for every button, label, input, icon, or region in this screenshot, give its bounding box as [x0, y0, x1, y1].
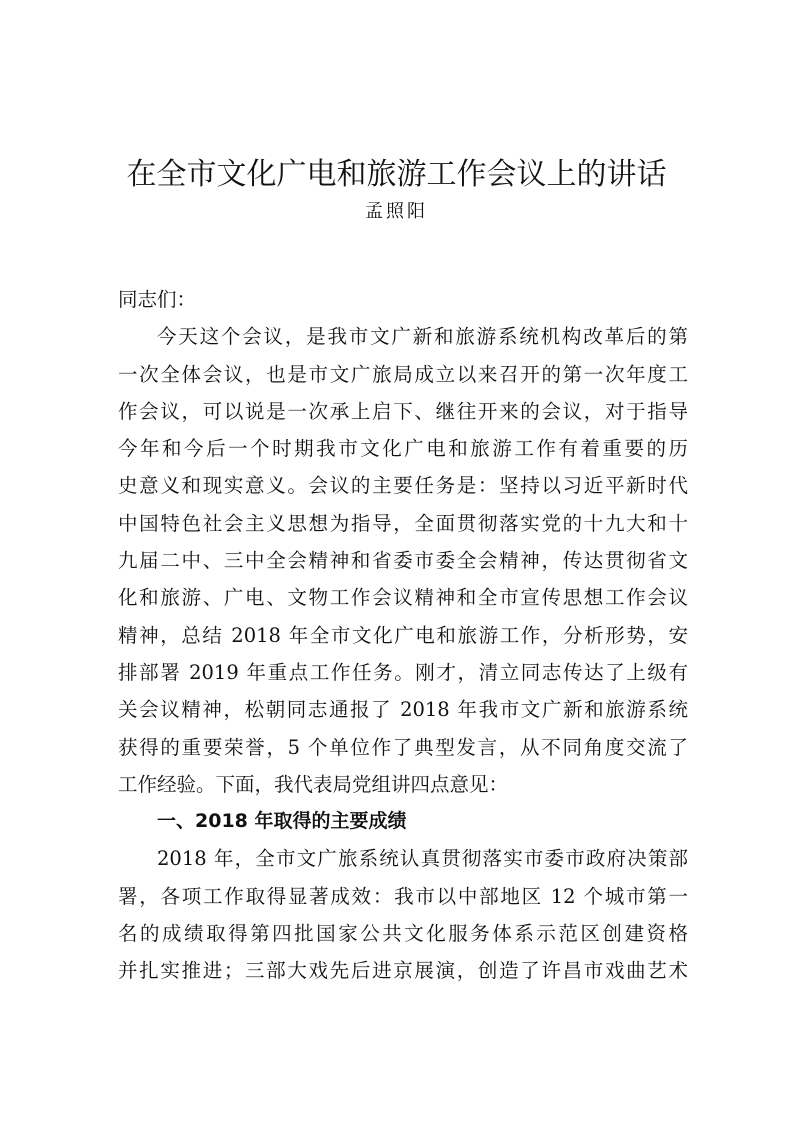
paragraph-line: 史意义和现实意义。会议的主要任务是：坚持以习近平新时代	[118, 474, 688, 498]
paragraph-line: 名的成绩取得第四批国家公共文化服务体系示范区创建资格	[118, 922, 688, 946]
paragraph-line: 署，各项工作取得显著成效：我市以中部地区 12 个城市第一	[118, 884, 688, 908]
paragraph-line: 排部署 2019 年重点工作任务。刚才，清立同志传达了上级有	[118, 660, 688, 684]
section-heading: 一、2018 年取得的主要成绩	[157, 810, 407, 833]
paragraph-achievements	[118, 840, 688, 989]
paragraph-line: 今天这个会议，是我市文广新和旅游系统机构改革后的第	[157, 325, 688, 349]
document-title: 在全市文化广电和旅游工作会议上的讲话	[126, 157, 667, 192]
paragraph-line: 化和旅游、广电、文物工作会议精神和全市宣传思想工作会议	[118, 586, 688, 610]
paragraph-line: 工作经验。下面，我代表局党组讲四点意见：	[118, 772, 509, 796]
salutation: 同志们：	[118, 288, 197, 311]
paragraph-line: 并扎实推进；三部大戏先后进京展演，创造了许昌市戏曲艺术	[118, 959, 688, 983]
paragraph-line: 2018 年，全市文广旅系统认真贯彻落实市委市政府决策部	[157, 847, 688, 871]
paragraph-line: 一次全体会议，也是市文广旅局成立以来召开的第一次年度工	[118, 362, 688, 386]
paragraph-opening	[118, 318, 688, 803]
paragraph-line: 中国特色社会主义思想为指导，全面贯彻落实党的十九大和十	[118, 511, 688, 535]
paragraph-line: 关会议精神，松朝同志通报了 2018 年我市文广新和旅游系统	[118, 698, 688, 722]
document-author: 孟照阳	[365, 201, 428, 222]
document-body	[118, 281, 688, 990]
paragraph-line: 作会议，可以说是一次承上启下、继往开来的会议，对于指导	[118, 399, 688, 423]
paragraph-line: 九届二中、三中全会精神和省委市委全会精神，传达贯彻省文	[118, 549, 688, 573]
paragraph-line: 今年和今后一个时期我市文化广电和旅游工作有着重要的历	[118, 437, 688, 461]
paragraph-line: 精神，总结 2018 年全市文化广电和旅游工作，分析形势，安	[118, 623, 688, 647]
paragraph-line: 获得的重要荣誉，5 个单位作了典型发言，从不同角度交流了	[118, 735, 688, 759]
